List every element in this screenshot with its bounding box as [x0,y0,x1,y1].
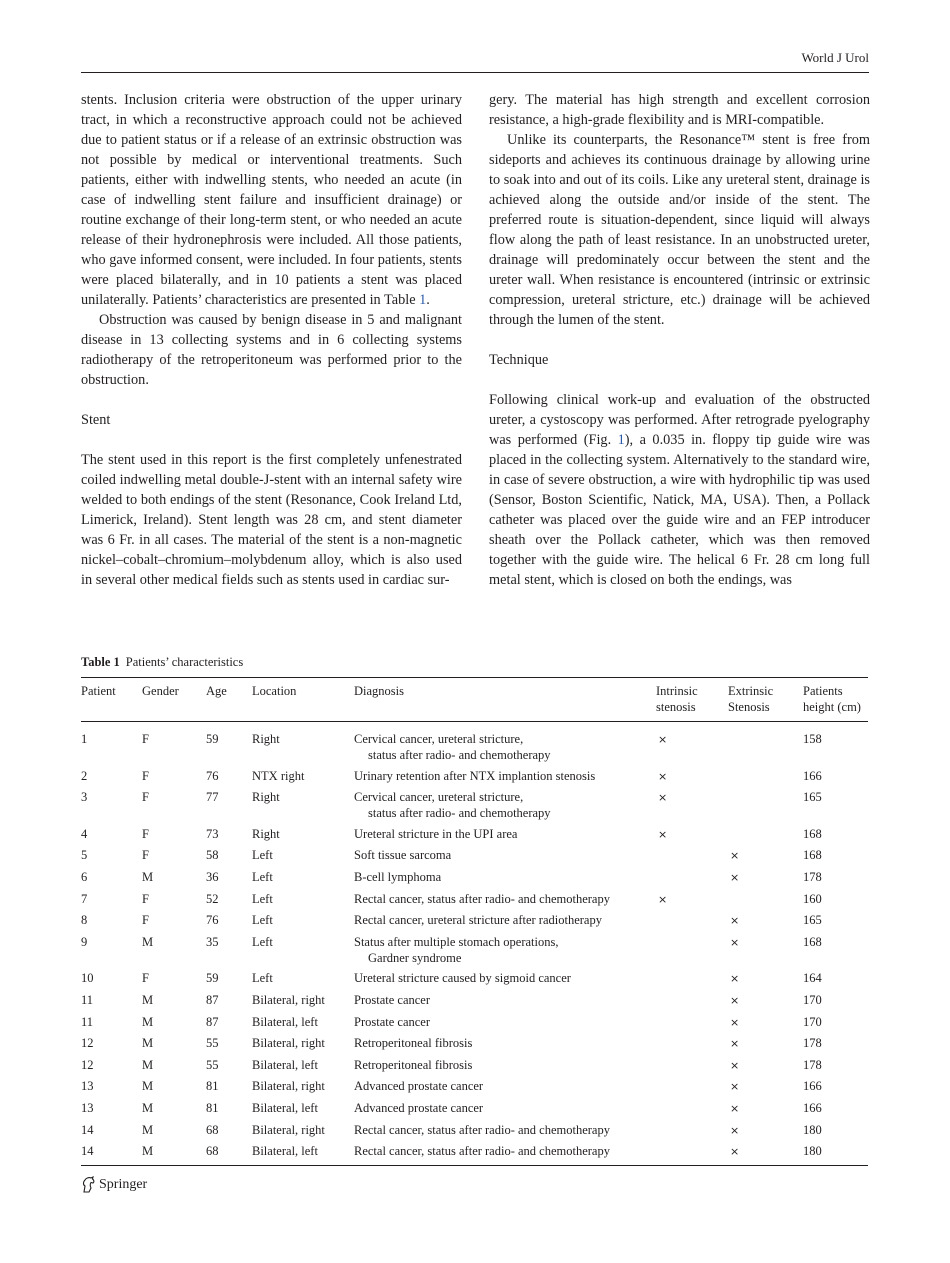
cell-age: 36 [206,869,219,884]
cell-patient: 1 [81,732,88,746]
stenosis-mark [728,791,730,804]
cell-height: 158 [803,732,822,746]
cell-patient: 12 [81,1036,94,1051]
stenosis-mark [656,1102,658,1115]
diagnosis-line: B-cell lymphoma [354,869,442,884]
cell-patient: 8 [81,913,88,928]
stenosis-mark [728,828,730,841]
cell-location: Bilateral, right [252,1122,325,1137]
cell-height: 170 [803,1014,822,1029]
diagnosis-line: Rectal cancer, status after radio- and chemotherapy [354,1122,610,1137]
cell-diagnosis [354,1076,656,1098]
cell-location: Bilateral, left [252,1057,318,1072]
cell-intrinsic-stenosis [656,867,728,889]
diagnosis-line: Advanced prostate cancer [354,1079,484,1094]
cell-age: 77 [206,790,219,805]
stenosis-mark [656,994,658,1007]
cell-extrinsic-stenosis [728,845,803,867]
cell-gender: F [142,971,149,986]
column-header: Extrinsic Stenosis [728,678,803,722]
cell-location: Left [252,869,273,884]
diagnosis-line: Prostate cancer [354,992,431,1007]
running-head-journal: World J Urol [801,50,869,65]
cell-gender: M [142,992,154,1007]
column-header: Location [252,678,354,722]
column-header: Intrinsic stenosis [656,678,728,722]
table-row [81,1012,868,1034]
cell-height: 170 [803,992,822,1007]
cell-diagnosis [354,1098,656,1120]
stenosis-mark [728,893,730,906]
cell-gender: M [142,1079,154,1094]
stenosis-mark: × [730,935,740,949]
stenosis-mark [656,1124,658,1137]
diagnosis-line: Soft tissue sarcoma [354,848,452,863]
cell-gender: F [142,732,149,746]
cell-age: 76 [206,768,219,783]
cell-age: 76 [206,913,219,928]
stenosis-mark: × [730,914,740,928]
table-row [81,990,868,1012]
stenosis-mark [728,770,730,783]
stenosis-mark [656,936,658,949]
cell-gender: F [142,790,149,805]
cell-location: Right [252,790,280,805]
table-row [81,910,868,932]
table-row [81,867,868,889]
cell-intrinsic-stenosis [656,990,728,1012]
cell-intrinsic-stenosis [656,766,728,788]
cell-age: 59 [206,732,219,746]
cell-patient: 5 [81,848,88,863]
cell-age: 55 [206,1057,219,1072]
stenosis-mark [656,849,658,862]
patients-table [81,677,868,1166]
cell-location: Left [252,848,273,863]
stenosis-mark: × [730,1058,740,1072]
cell-extrinsic-stenosis [728,1076,803,1098]
paragraph-text: stents. Inclusion criteria were obstruction of the upper urinary tract, in which a reconstructive approach could not be achieved due to patient status or if a release of an extrinsic obstruction was not possible by medical or interventional treatments. Such patients, either with indwelling stents, who needed an acute (in case of indwelling stent failure and insufficient drainage) or routine exchange of their long-term stent, or who needed an acute release of their hydronephrosis were included. All those patients, who gave informed consent, were included. In four patients, stents were placed bilaterally, and in 10 patients a stent was placed unilaterally. Patients’ characteristics are presented in Table [81,92,462,308]
diagnosis-line: Urinary retention after NTX implantion stenosis [354,768,596,783]
diagnosis-continuation: status after radio- and chemotherapy [368,806,551,821]
cell-intrinsic-stenosis [656,1120,728,1142]
cell-extrinsic-stenosis [728,1098,803,1120]
cell-diagnosis [354,722,656,766]
cell-diagnosis [354,1012,656,1034]
paragraph [81,90,462,310]
cell-height: 168 [803,848,822,863]
stenosis-mark: × [730,1101,740,1115]
cell-gender: F [142,891,149,906]
stenosis-mark [728,733,730,746]
stenosis-mark: × [658,827,668,841]
cell-diagnosis [354,1120,656,1142]
cell-height: 180 [803,1141,868,1166]
cell-gender: M [142,869,154,884]
cell-diagnosis [354,889,656,911]
cell-location: Left [252,913,273,928]
cell-diagnosis [354,766,656,788]
right-column [489,90,870,590]
publisher-name: Springer [99,1176,148,1192]
diagnosis-line: Cervical cancer, ureteral stricture, [354,732,524,746]
paragraph: Obstruction was caused by benign disease in 5 and malignant disease in 13 collecting systems and in 6 collecting systems radiotherapy of the retroperitoneum was performed prior to the obstruction. [81,312,462,388]
diagnosis-line: Retroperitoneal fibrosis [354,1036,473,1051]
cell-patient: 11 [81,992,94,1007]
cell-extrinsic-stenosis [728,1141,803,1166]
cell-location: Right [252,732,280,746]
diagnosis-line: Rectal cancer, ureteral stricture after radiotherapy [354,913,602,928]
table-row [81,845,868,867]
table-row [81,1055,868,1077]
cell-diagnosis [354,824,656,846]
cell-extrinsic-stenosis [728,910,803,932]
diagnosis-line: Rectal cancer, status after radio- and chemotherapy [354,1144,610,1159]
stenosis-mark [656,1080,658,1093]
figure-reference-link[interactable]: 1 [617,432,625,448]
cell-extrinsic-stenosis [728,1120,803,1142]
cell-location: Left [252,971,273,986]
cell-age: 68 [206,1141,252,1166]
cell-extrinsic-stenosis [728,932,803,969]
cell-gender: M [142,1057,154,1072]
cell-height: 178 [803,1057,822,1072]
cell-extrinsic-stenosis [728,889,803,911]
cell-height: 180 [803,1122,822,1137]
cell-location: Bilateral, right [252,1036,325,1051]
cell-extrinsic-stenosis [728,867,803,889]
table-reference-link[interactable]: 1 [419,292,427,308]
cell-extrinsic-stenosis [728,1033,803,1055]
paragraph-text-end: . [426,292,430,308]
cell-age: 81 [206,1079,219,1094]
cell-intrinsic-stenosis [656,910,728,932]
stenosis-mark: × [658,769,668,783]
cell-patient: 13 [81,1100,94,1115]
cell-diagnosis [354,845,656,867]
cell-height: 178 [803,869,822,884]
diagnosis-line: Advanced prostate cancer [354,1100,484,1115]
paragraph: Unlike its counterparts, the Resonance™ stent is free from sideports and achieves its continuous drainage by allowing urine to soak into and out of its coils. Like any ureteral stent, drainage is achieved along the outside and/or inside of the stent. The preferred route is situation-dependent, since liquid will always flow along the path of least resistance. In an unobstructed ureter, drainage will predominately occur between the stent and the ureter wall. When resistance is encountered (intrinsic or extrinsic compression, ureteral stricture, etc.) drainage will be achieved through the lumen of the stent. [489,132,870,328]
stenosis-mark: × [730,1145,740,1159]
diagnosis-line: Cervical cancer, ureteral stricture, [354,790,524,805]
table-row [81,968,868,990]
cell-patient: 4 [81,826,88,841]
cell-intrinsic-stenosis [656,1098,728,1120]
cell-diagnosis [354,910,656,932]
table-row [81,787,868,824]
left-column [81,90,462,590]
table-header-row [81,678,868,722]
diagnosis-line: Prostate cancer [354,1014,431,1029]
cell-age: 87 [206,1014,219,1029]
cell-intrinsic-stenosis [656,932,728,969]
cell-extrinsic-stenosis [728,1055,803,1077]
cell-height: 168 [803,934,822,949]
cell-diagnosis [354,990,656,1012]
cell-age: 68 [206,1122,219,1137]
cell-gender: F [142,826,149,841]
cell-extrinsic-stenosis [728,968,803,990]
cell-diagnosis [354,1055,656,1077]
cell-location: Right [252,826,280,841]
cell-height: 165 [803,790,822,805]
table-row [81,1141,868,1166]
cell-diagnosis [354,867,656,889]
cell-gender: M [142,1122,154,1137]
table-row [81,1033,868,1055]
table-caption [81,655,243,670]
cell-gender: M [142,1014,154,1029]
table-row [81,1120,868,1142]
stenosis-mark: × [730,993,740,1007]
cell-location: Bilateral, right [252,1079,325,1094]
cell-age: 35 [206,934,219,949]
table-row [81,722,868,766]
stenosis-mark: × [730,849,740,863]
header-rule [81,72,869,73]
stenosis-mark: × [730,972,740,986]
cell-diagnosis [354,932,656,969]
cell-location: Bilateral, left [252,1014,318,1029]
cell-extrinsic-stenosis [728,1012,803,1034]
table-row [81,1098,868,1120]
cell-age: 87 [206,992,219,1007]
cell-intrinsic-stenosis [656,889,728,911]
cell-height: 168 [803,826,822,841]
paragraph-text: Following clinical work-up and evaluation of the obstructed ureter, a cystoscopy was performed. After retrograde pyelography was performed (Fig. [489,392,870,448]
cell-location: Bilateral, right [252,992,325,1007]
stenosis-mark: × [658,791,668,805]
cell-location: Bilateral, left [252,1100,318,1115]
cell-intrinsic-stenosis [656,845,728,867]
cell-age: 73 [206,826,219,841]
stenosis-mark [656,1145,658,1158]
cell-height: 166 [803,768,822,783]
cell-intrinsic-stenosis [656,1141,728,1166]
column-header: Diagnosis [354,678,656,722]
diagnosis-continuation: status after radio- and chemotherapy [368,748,551,762]
column-header: Gender [142,678,206,722]
cell-patient: 3 [81,790,88,805]
footer [81,1176,147,1193]
cell-extrinsic-stenosis [728,787,803,824]
cell-patient: 12 [81,1057,94,1072]
stenosis-mark: × [730,1123,740,1137]
cell-intrinsic-stenosis [656,1055,728,1077]
cell-height: 178 [803,1036,822,1051]
cell-gender: F [142,768,149,783]
paragraph: The stent used in this report is the first completely unfenestrated coiled indwelling metal double-J-stent with an internal safety wire welded to both endings of the stent (Resonance, Cook Ireland Ltd, Limerick, Ireland). Stent length was 28 cm, and stent diameter was 6 Fr. in all cases. The material of the stent is a non-magnetic nickel–cobalt–chromium–molybdenum alloy, which is also used in several other medical fields such as stents used in cardiac sur- [81,452,462,588]
cell-intrinsic-stenosis [656,968,728,990]
cell-age: 59 [206,971,219,986]
cell-height: 160 [803,891,822,906]
stenosis-mark [656,1016,658,1029]
cell-extrinsic-stenosis [728,824,803,846]
table-body [81,722,868,1166]
stenosis-mark [656,1037,658,1050]
cell-age: 52 [206,891,219,906]
diagnosis-line: Ureteral stricture caused by sigmoid cancer [354,971,571,986]
diagnosis-line: Retroperitoneal fibrosis [354,1057,473,1072]
cell-patient: 7 [81,891,88,906]
cell-location: Left [252,934,273,949]
cell-patient: 10 [81,971,94,986]
section-heading-stent: Stent [81,412,111,428]
stenosis-mark [656,871,658,884]
cell-gender: M [142,1100,154,1115]
cell-diagnosis [354,1141,656,1166]
stenosis-mark: × [658,892,668,906]
cell-location: Bilateral, left [252,1141,354,1166]
cell-extrinsic-stenosis [728,722,803,766]
cell-diagnosis [354,1033,656,1055]
cell-patient: 11 [81,1014,94,1029]
stenosis-mark [656,1059,658,1072]
section-heading-technique: Technique [489,352,549,368]
stenosis-mark: × [730,1080,740,1094]
table-label: Table 1 [81,655,120,669]
cell-gender: M [142,1036,154,1051]
diagnosis-continuation: Gardner syndrome [368,950,462,965]
column-header: Age [206,678,252,722]
diagnosis-line: Status after multiple stomach operations, [354,934,559,949]
stenosis-mark: × [658,733,668,746]
cell-intrinsic-stenosis [656,722,728,766]
cell-age: 55 [206,1036,219,1051]
cell-height: 165 [803,913,822,928]
cell-age: 81 [206,1100,219,1115]
cell-patient: 14 [81,1122,94,1137]
cell-gender: F [142,848,149,863]
cell-diagnosis [354,968,656,990]
stenosis-mark [656,914,658,927]
cell-location: NTX right [252,768,305,783]
cell-patient: 13 [81,1079,94,1094]
cell-gender: M [142,1141,206,1166]
cell-patient: 6 [81,869,88,884]
stenosis-mark [656,972,658,985]
cell-patient: 9 [81,934,88,949]
diagnosis-line: Rectal cancer, status after radio- and chemotherapy [354,891,610,906]
cell-diagnosis [354,787,656,824]
cell-intrinsic-stenosis [656,1033,728,1055]
table-row [81,766,868,788]
cell-height: 164 [803,971,822,986]
cell-height: 166 [803,1100,822,1115]
column-header: Patients height (cm) [803,678,868,722]
stenosis-mark: × [730,1015,740,1029]
column-header: Patient [81,678,142,722]
cell-age: 58 [206,848,219,863]
table-row [81,1076,868,1098]
cell-height: 166 [803,1079,822,1094]
cell-gender: F [142,913,149,928]
cell-gender: M [142,934,154,949]
table-row [81,889,868,911]
paragraph: gery. The material has high strength and excellent corrosion resistance, a high-grade flexibility and is MRI-compatible. [489,92,870,128]
cell-intrinsic-stenosis [656,787,728,824]
table-row [81,932,868,969]
cell-patient: 2 [81,768,88,783]
cell-location: Left [252,891,273,906]
cell-extrinsic-stenosis [728,990,803,1012]
table-caption-text: Patients’ characteristics [125,655,244,669]
stenosis-mark: × [730,870,740,884]
cell-intrinsic-stenosis [656,824,728,846]
springer-horse-icon [81,1176,96,1193]
paragraph [489,390,870,590]
cell-intrinsic-stenosis [656,1076,728,1098]
paragraph-text-cont: ), a 0.035 in. floppy tip guide wire was placed in the collecting system. Alternatively to the standard wire, in case of severe obstruction, a wire with hydrophilic tip was used (Sensor, Boston Scientific, Natick, MA, USA). Then, a Pollack catheter was placed over the guide wire and an FEP introducer sheath over the Pollack catheter, which was then removed together with the guide wire. The helical 6 Fr. 28 cm long full metal stent, which is closed on both the endings, was [489,432,870,588]
cell-extrinsic-stenosis [728,766,803,788]
table-row [81,824,868,846]
diagnosis-line: Ureteral stricture in the UPI area [354,826,518,841]
cell-intrinsic-stenosis [656,1012,728,1034]
cell-patient: 14 [81,1141,142,1166]
stenosis-mark: × [730,1037,740,1051]
